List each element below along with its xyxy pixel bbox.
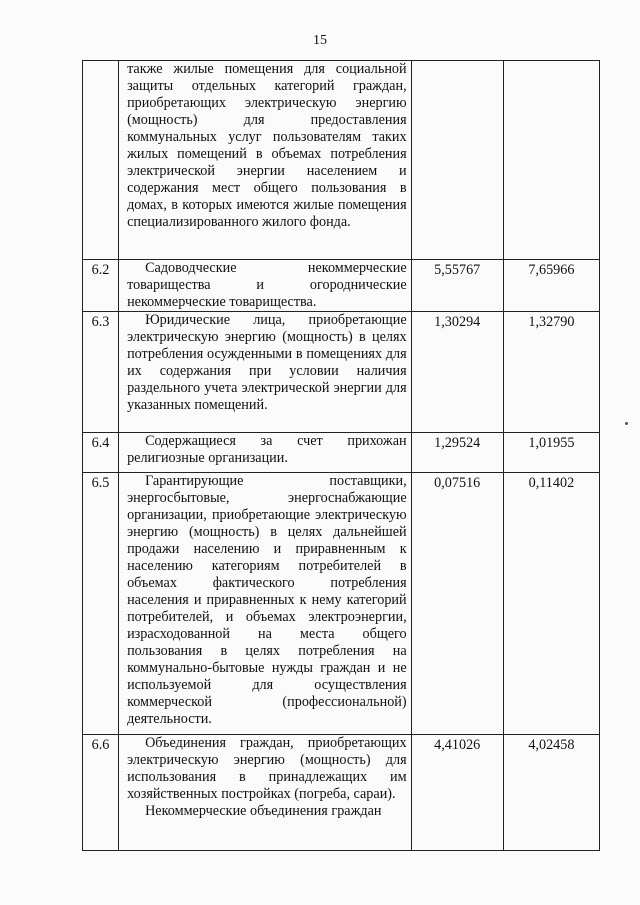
row-text-content: Гарантирующие поставщики, энергосбытовые, энергоснабжающие организации, приобретающие электрическую энергию (мощность) в целях дальнейшей продажи населению и приравненным к населению категориям потребителей в объемах фактического потребления населения и приравненных к нему категорий потребителей, и объемах электроэнергии, израсходованной на места общего пользования в целях потребления на коммунально-бытовые нужды граждан и не используемой для осуществления коммерческой (профессиональной) деятельности. [127, 473, 407, 727]
row-text [119, 260, 412, 312]
margin-dot [625, 422, 628, 425]
row-text [119, 312, 412, 433]
page-number: 15 [313, 33, 327, 48]
row-text [119, 735, 412, 851]
row-value-2: 1,01955 [503, 433, 599, 473]
table-row [83, 260, 600, 312]
table-row [83, 61, 600, 260]
row-number: 6.4 [83, 433, 119, 473]
row-text-content: также жилые помещения для социальной защиты отдельных категорий граждан, приобретающих электрическую энергию (мощность) для предоставления коммунальных услуг пользователям таких жилых помещений в объемах потребления электрической энергии населением и содержания мест общего пользования в домах, в которых имеются жилые помещения специализированного жилого фонда. [127, 61, 407, 230]
row-value-1 [411, 61, 503, 260]
row-number [83, 61, 119, 260]
row-text [119, 433, 412, 473]
row-value-2 [503, 61, 599, 260]
row-text-continuation: Некоммерческие объединения граждан [145, 803, 382, 819]
row-text-content: Юридические лица, приобретающие электрическую энергию (мощность) в целях потребления осужденными в помещениях для их содержания при условии наличия раздельного учета электрической энергии для указанных помещений. [127, 312, 407, 413]
row-value-1: 4,41026 [411, 735, 503, 851]
row-number: 6.5 [83, 473, 119, 735]
row-text [119, 473, 412, 735]
row-value-2: 0,11402 [503, 473, 599, 735]
row-value-1: 1,30294 [411, 312, 503, 433]
row-number: 6.3 [83, 312, 119, 433]
row-number: 6.6 [83, 735, 119, 851]
table-row [83, 312, 600, 433]
row-value-2: 7,65966 [503, 260, 599, 312]
row-text-content: Содержащиеся за счет прихожан религиозные организации. [127, 433, 407, 466]
row-text [119, 61, 412, 260]
row-value-1: 1,29524 [411, 433, 503, 473]
row-text-content: Садоводческие некоммерческие товарищества и огороднические некоммерческие товарищества. [127, 260, 407, 310]
table-row [83, 735, 600, 851]
row-value-2: 4,02458 [503, 735, 599, 851]
row-number: 6.2 [83, 260, 119, 312]
row-value-1: 0,07516 [411, 473, 503, 735]
table-row [83, 473, 600, 735]
row-value-1: 5,55767 [411, 260, 503, 312]
table-row [83, 433, 600, 473]
row-value-2: 1,32790 [503, 312, 599, 433]
row-text-content: Объединения граждан, приобретающих электрическую энергию (мощность) для использования в принадлежащих им хозяйственных постройках (погреба, сараи). [127, 735, 407, 802]
tariff-table [82, 60, 600, 851]
